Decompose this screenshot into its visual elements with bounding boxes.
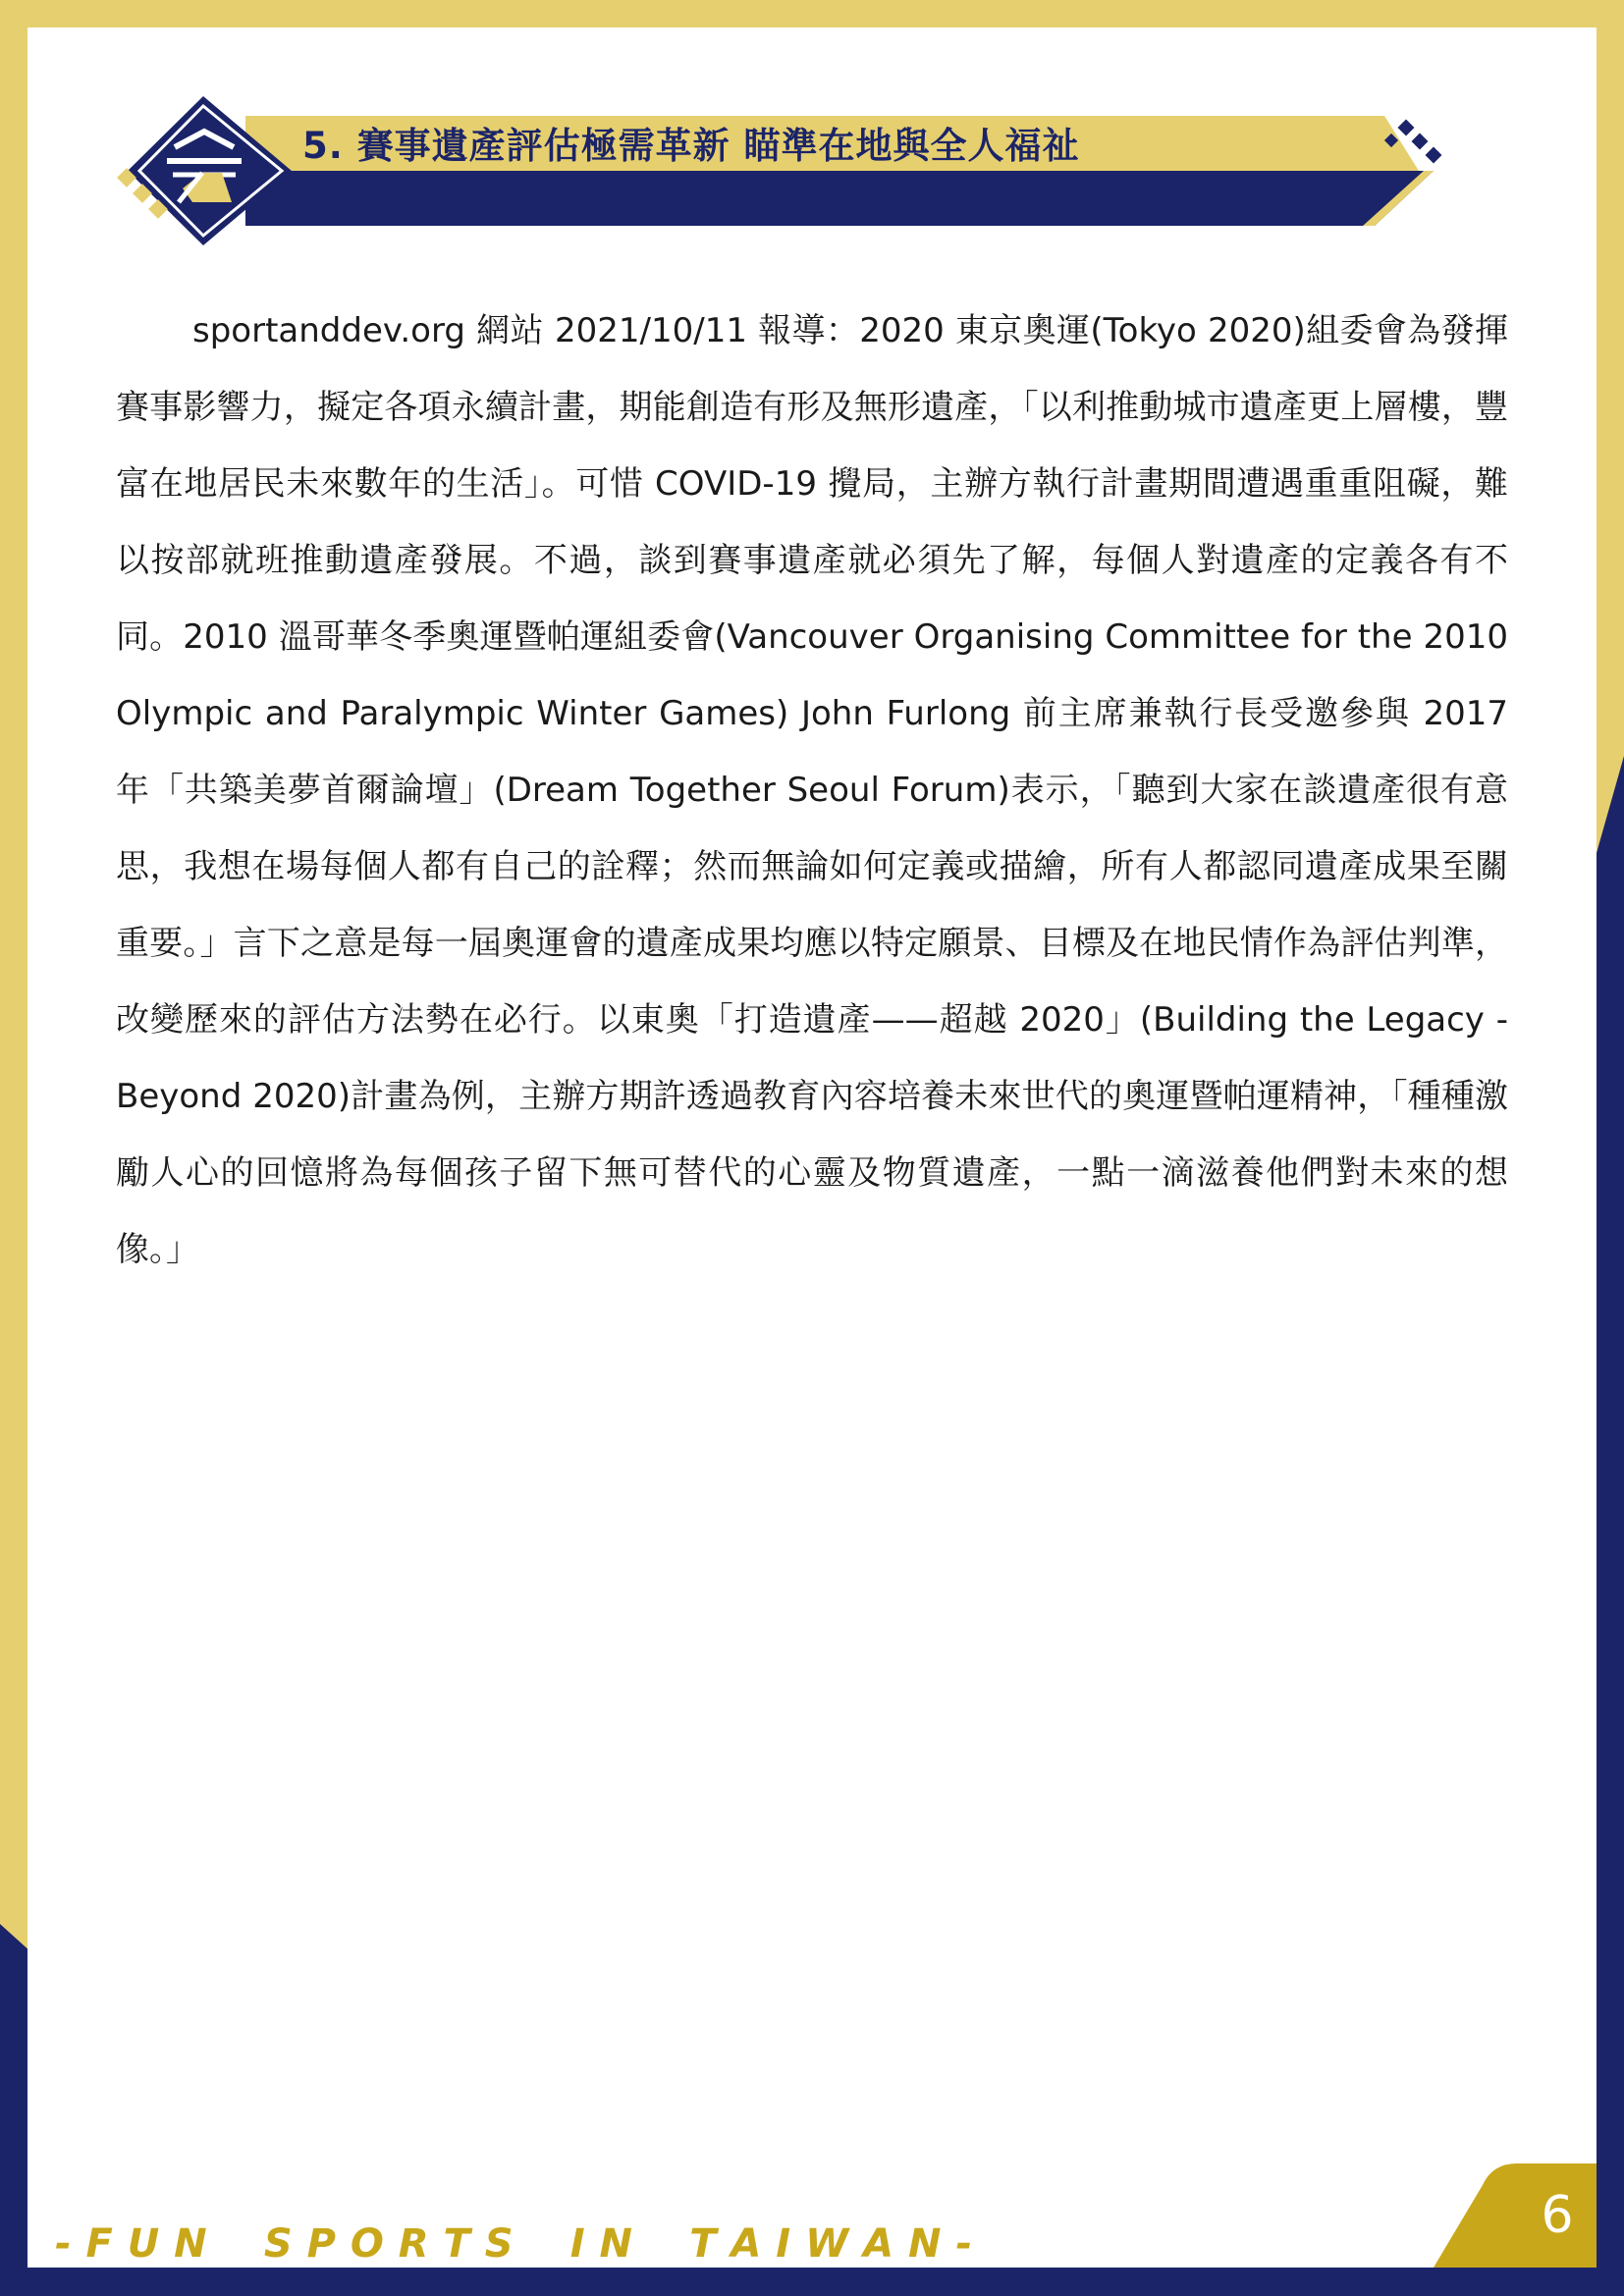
footer-slogan: - F U N S P O R T S I N T A I W A N - (55, 2221, 973, 2267)
page-number: 6 (1541, 2186, 1574, 2245)
article-paragraph: sportanddev.org 網站 2021/10/11 報導：2020 東京奧運(Tokyo 2020)組委會為發揮賽事影響力，擬定各項永續計畫，期能創造有形及無形遺產，「以利推動城市遺產更上層樓，豐富在地居民未來數年的生活」。可惜 COVID-19 攪局，主辦方執行計畫期間遭遇重重阻礙，難以按部就班推動遺產發展。不過，談到賽事遺產就必須先了解，每個人對遺產的定義各有不同。2010 溫哥華冬季奧運暨帕運組委會(Vancouver Organising Committee for the 2010 Olympic and Paralympic Winter Games) John Furlong 前主席兼執行長受邀參與 2017 年「共築美夢首爾論壇」(Dream Together Seoul Forum)表示，「聽到大家在談遺產很有意思，我想在場每個人都有自己的詮釋；然而無論如何定義或描繪，所有人都認同遺產成果至關重要。」言下之意是每一屆奧運會的遺產成果均應以特定願景、目標及在地民情作為評估判準，改變歷來的評估方法勢在必行。以東奧「打造遺產——超越 2020」(Building the Legacy - Beyond 2020)計畫為例，主辦方期許透過教育內容培養未來世代的奧運暨帕運精神，「種種激勵人心的回憶將為每個孩子留下無可替代的心靈及物質遺產，一點一滴滋養他們對未來的想像。」 (116, 311, 1508, 1269)
section-title: 5. 賽事遺產評估極需革新 瞄準在地與全人福祉 (302, 125, 1080, 167)
